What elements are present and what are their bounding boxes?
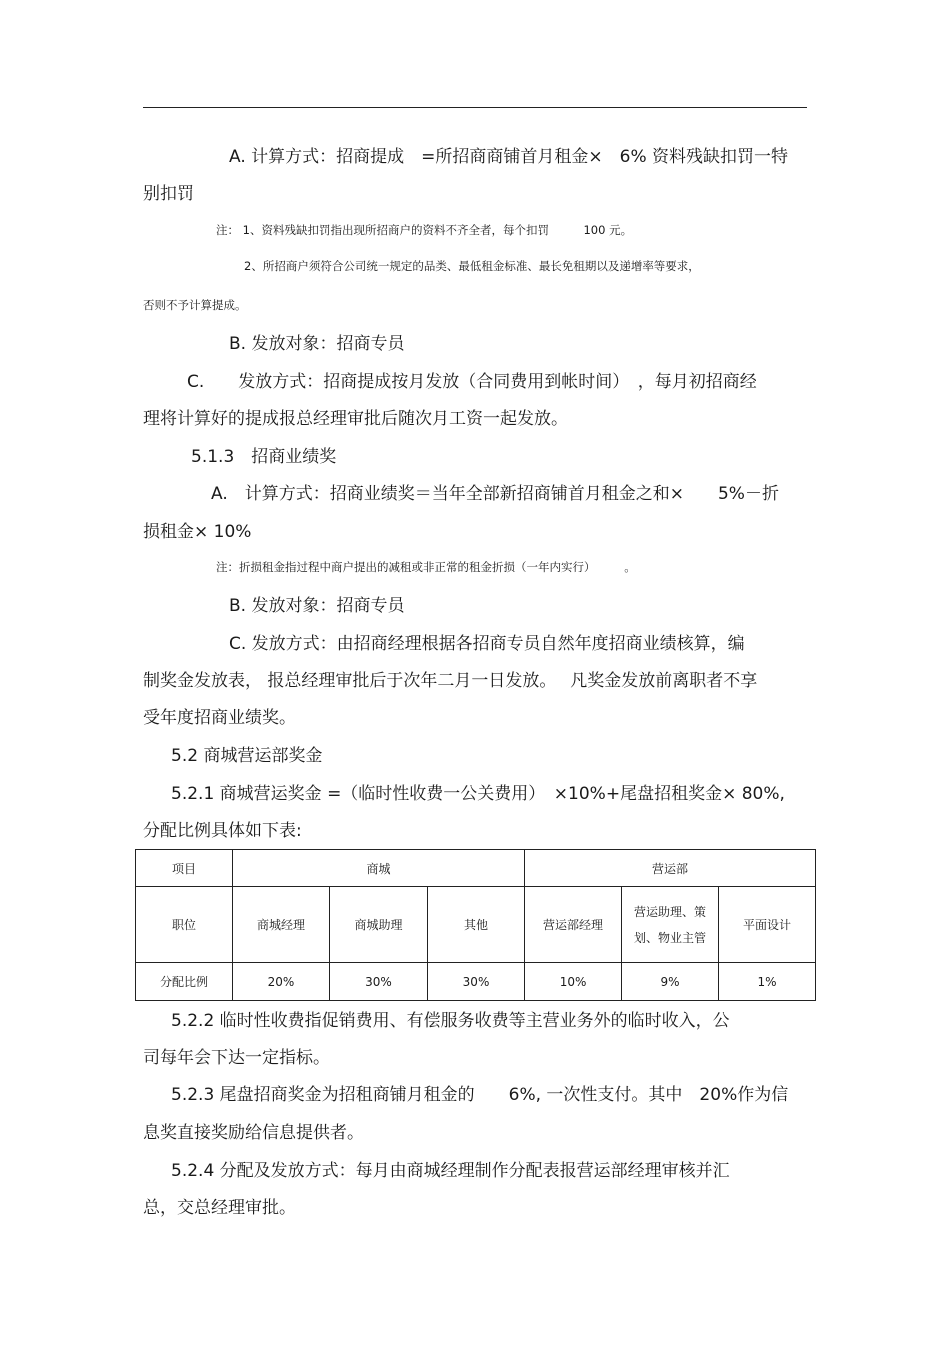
section-5-2-3-line1: 5.2.3 尾盘招商奖金为招租商铺月租金的 6%, 一次性支付。其中 20%作为信: [171, 1085, 789, 1105]
header-ops-cell: 营运部: [525, 850, 816, 887]
header-rule: [143, 107, 807, 108]
section-5-2-heading: 5.2 商城营运部奖金: [171, 746, 323, 766]
table-ratio-row: [136, 963, 816, 1001]
section-5-1-3-heading: 5.1.3 招商业绩奖: [191, 447, 337, 467]
header-mall-cell: 商城: [233, 850, 525, 887]
para-c-method-line1: C. 发放方式：招商提成按月发放（合同费用到帐时间） ，每月初招商经: [187, 372, 757, 392]
section-5-2-3-line2: 息奖直接奖励给信息提供者。: [143, 1123, 364, 1143]
ratio-cell: 30%: [428, 963, 525, 1001]
position-cell: 商城助理: [330, 887, 428, 963]
section-5-2-1-line1: 5.2.1 商城营运奖金 =（临时性收费一公关费用） ×10%+尾盘招租奖金× 80%,: [171, 784, 785, 804]
para-a-bonus-line1: A. 计算方式：招商业绩奖＝当年全部新招商铺首月租金之和× 5%－折: [211, 484, 779, 504]
ratio-label-cell: 分配比例: [136, 963, 233, 1001]
ratio-cell: 30%: [330, 963, 428, 1001]
para-a-calc-line1: A. 计算方式：招商提成 =所招商商铺首月租金× 6% 资料残缺扣罚一特: [229, 147, 788, 167]
note-discount: 注：折损租金指过程中商户提出的减租或非正常的租金折损（一年内实行） 。: [216, 560, 636, 574]
section-5-2-2-line2: 司每年会下达一定指标。: [143, 1048, 330, 1068]
note-2-cont: 否则不予计算提成。: [143, 298, 247, 312]
section-5-2-2-line1: 5.2.2 临时性收费指促销费用、有偿服务收费等主营业务外的临时收入，公: [171, 1011, 730, 1031]
ratio-cell: 20%: [233, 963, 330, 1001]
section-5-2-4-line2: 总，交总经理审批。: [143, 1198, 296, 1218]
position-label-cell: 职位: [136, 887, 233, 963]
para-b-target: B. 发放对象：招商专员: [229, 334, 405, 354]
section-5-2-1-line2: 分配比例具体如下表:: [143, 821, 302, 841]
para-a-bonus-line2: 损租金× 10%: [143, 522, 252, 542]
para-c-bonus-line1: C. 发放方式：由招商经理根据各招商专员自然年度招商业绩核算，编: [229, 634, 745, 654]
table-header-row: [136, 850, 816, 887]
para-b-bonus-target: B. 发放对象：招商专员: [229, 596, 405, 616]
para-a-calc-line2: 别扣罚: [143, 184, 194, 204]
position-cell: 营运助理、策划、物业主管: [622, 887, 719, 963]
para-c-method-line2: 理将计算好的提成报总经理审批后随次月工资一起发放。: [143, 409, 568, 429]
position-cell: 营运部经理: [525, 887, 622, 963]
ratio-cell: 9%: [622, 963, 719, 1001]
allocation-table: [135, 849, 816, 1001]
position-cell: 其他: [428, 887, 525, 963]
section-5-2-4-line1: 5.2.4 分配及发放方式：每月由商城经理制作分配表报营运部经理审核并汇: [171, 1161, 730, 1181]
header-item-cell: 项目: [136, 850, 233, 887]
position-cell: 平面设计: [719, 887, 816, 963]
para-c-bonus-line2: 制奖金发放表， 报总经理审批后于次年二月一日发放。 凡奖金发放前离职者不享: [143, 671, 758, 691]
note-2: 2、所招商户须符合公司统一规定的品类、最低租金标准、最长免租期以及递增率等要求，: [244, 259, 700, 273]
note-1: 注： 1、资料残缺扣罚指出现所招商户的资料不齐全者，每个扣罚 100 元。: [216, 223, 633, 237]
para-c-bonus-line3: 受年度招商业绩奖。: [143, 708, 296, 728]
table-position-row: [136, 887, 816, 963]
ratio-cell: 10%: [525, 963, 622, 1001]
ratio-cell: 1%: [719, 963, 816, 1001]
position-cell: 商城经理: [233, 887, 330, 963]
